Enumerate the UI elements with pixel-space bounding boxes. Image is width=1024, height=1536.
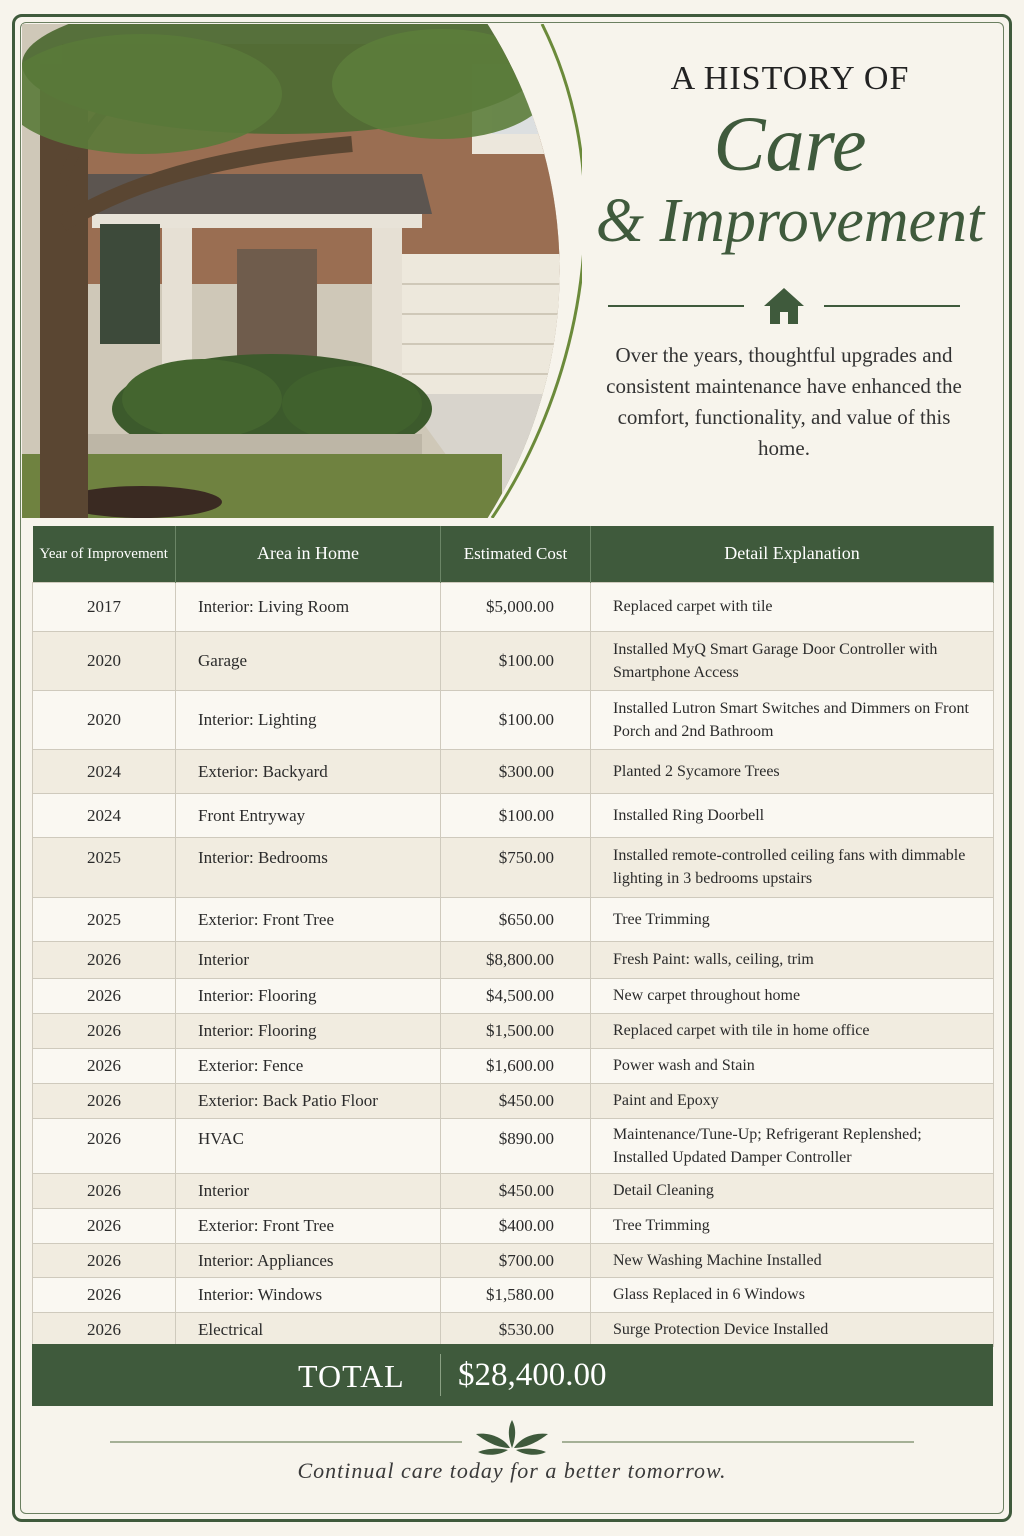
- table-row: [33, 941, 994, 978]
- cost-cell: $4,500.00: [441, 978, 591, 1013]
- total-bar: [32, 1344, 993, 1406]
- area-cell: Interior: Flooring: [176, 1013, 441, 1048]
- cost-cell: $1,580.00: [441, 1277, 591, 1312]
- col-cost-header: Estimated Cost: [441, 526, 591, 582]
- detail-cell: Surge Protection Device Installed: [591, 1312, 994, 1346]
- cost-cell: $450.00: [441, 1173, 591, 1208]
- table-row: [33, 1013, 994, 1048]
- year-cell: 2026: [33, 1013, 176, 1048]
- year-cell: 2026: [33, 1173, 176, 1208]
- cost-cell: $890.00: [441, 1118, 591, 1173]
- total-label: TOTAL: [298, 1358, 405, 1394]
- leaf-sprig-icon: [476, 1420, 548, 1455]
- area-cell: Exterior: Front Tree: [176, 1208, 441, 1243]
- year-cell: 2026: [33, 978, 176, 1013]
- intro-paragraph: Over the years, thoughtful upgrades and consistent maintenance have enhanced the comfort, functionality, and value of this home.: [606, 343, 962, 460]
- detail-cell: Glass Replaced in 6 Windows: [591, 1277, 994, 1312]
- year-cell: 2026: [33, 1277, 176, 1312]
- area-cell: Exterior: Back Patio Floor: [176, 1083, 441, 1118]
- detail-cell: New carpet throughout home: [591, 978, 994, 1013]
- year-cell: 2025: [33, 897, 176, 941]
- table-row: [33, 1243, 994, 1277]
- cost-cell: $700.00: [441, 1243, 591, 1277]
- area-cell: Exterior: Backyard: [176, 749, 441, 793]
- cost-cell: $650.00: [441, 897, 591, 941]
- area-cell: Interior: Lighting: [176, 690, 441, 749]
- table-row: [33, 1312, 994, 1346]
- year-cell: 2026: [33, 1083, 176, 1118]
- detail-cell: Tree Trimming: [591, 897, 994, 941]
- area-cell: Exterior: Front Tree: [176, 897, 441, 941]
- title-divider: [608, 286, 960, 326]
- year-cell: 2026: [33, 941, 176, 978]
- cost-cell: $5,000.00: [441, 582, 591, 631]
- detail-cell: Planted 2 Sycamore Trees: [591, 749, 994, 793]
- cost-cell: $1,500.00: [441, 1013, 591, 1048]
- cost-cell: $400.00: [441, 1208, 591, 1243]
- cost-cell: $100.00: [441, 631, 591, 690]
- year-cell: 2024: [33, 749, 176, 793]
- detail-cell: Installed Ring Doorbell: [591, 793, 994, 837]
- table-row: [33, 1173, 994, 1208]
- col-area-header: Area in Home: [176, 526, 441, 582]
- year-cell: 2020: [33, 690, 176, 749]
- table-row: [33, 837, 994, 897]
- cost-cell: $530.00: [441, 1312, 591, 1346]
- table-row: [33, 1118, 994, 1173]
- detail-cell: New Washing Machine Installed: [591, 1243, 994, 1277]
- title-line-3: & Improvement: [595, 187, 985, 255]
- title-block: [590, 60, 990, 256]
- table-row: [33, 631, 994, 690]
- table-row: [33, 582, 994, 631]
- area-cell: Electrical: [176, 1312, 441, 1346]
- footer-tagline: Continual care today for a better tomorrow.: [297, 1458, 727, 1483]
- area-cell: Interior: [176, 941, 441, 978]
- area-cell: Interior: Appliances: [176, 1243, 441, 1277]
- col-year-header: Year of Improvement: [33, 526, 176, 582]
- cost-cell: $8,800.00: [441, 941, 591, 978]
- title-line-2: Care: [713, 100, 867, 187]
- year-cell: 2026: [33, 1312, 176, 1346]
- table-header-row: [33, 526, 994, 582]
- area-cell: Interior: Windows: [176, 1277, 441, 1312]
- year-cell: 2024: [33, 793, 176, 837]
- year-cell: 2026: [33, 1208, 176, 1243]
- year-cell: 2026: [33, 1118, 176, 1173]
- area-cell: Interior: Living Room: [176, 582, 441, 631]
- improvements-table: [32, 526, 994, 1347]
- table-row: [33, 897, 994, 941]
- year-cell: 2017: [33, 582, 176, 631]
- area-cell: Exterior: Fence: [176, 1048, 441, 1083]
- area-cell: Garage: [176, 631, 441, 690]
- detail-cell: Installed remote-controlled ceiling fans with dimmable lighting in 3 bedrooms upstairs: [591, 837, 994, 897]
- year-cell: 2025: [33, 837, 176, 897]
- table-row: [33, 1048, 994, 1083]
- area-cell: Interior: [176, 1173, 441, 1208]
- area-cell: Interior: Bedrooms: [176, 837, 441, 897]
- year-cell: 2026: [33, 1048, 176, 1083]
- total-separator: [440, 1354, 441, 1396]
- col-detail-header: Detail Explanation: [591, 526, 994, 582]
- year-cell: 2020: [33, 631, 176, 690]
- table-row: [33, 1083, 994, 1118]
- detail-cell: Paint and Epoxy: [591, 1083, 994, 1118]
- table-row: [33, 690, 994, 749]
- cost-cell: $750.00: [441, 837, 591, 897]
- table-row: [33, 978, 994, 1013]
- detail-cell: Maintenance/Tune-Up; Refrigerant Replenshed; Installed Updated Damper Controller: [591, 1118, 994, 1173]
- cost-cell: $300.00: [441, 749, 591, 793]
- table-row: [33, 1277, 994, 1312]
- detail-cell: Replaced carpet with tile: [591, 582, 994, 631]
- cost-cell: $100.00: [441, 793, 591, 837]
- table-row: [33, 793, 994, 837]
- title-line-1: A HISTORY OF: [670, 60, 910, 97]
- detail-cell: Installed MyQ Smart Garage Door Controller with Smartphone Access: [591, 631, 994, 690]
- table-row: [33, 749, 994, 793]
- year-cell: 2026: [33, 1243, 176, 1277]
- area-cell: HVAC: [176, 1118, 441, 1173]
- cost-cell: $1,600.00: [441, 1048, 591, 1083]
- table-row: [33, 1208, 994, 1243]
- detail-cell: Tree Trimming: [591, 1208, 994, 1243]
- area-cell: Interior: Flooring: [176, 978, 441, 1013]
- detail-cell: Installed Lutron Smart Switches and Dimmers on Front Porch and 2nd Bathroom: [591, 690, 994, 749]
- detail-cell: Replaced carpet with tile in home office: [591, 1013, 994, 1048]
- detail-cell: Detail Cleaning: [591, 1173, 994, 1208]
- house-photo: [22, 24, 582, 518]
- house-icon: [764, 288, 804, 324]
- detail-cell: Power wash and Stain: [591, 1048, 994, 1083]
- area-cell: Front Entryway: [176, 793, 441, 837]
- detail-cell: Fresh Paint: walls, ceiling, trim: [591, 941, 994, 978]
- total-value: $28,400.00: [458, 1357, 607, 1393]
- cost-cell: $100.00: [441, 690, 591, 749]
- cost-cell: $450.00: [441, 1083, 591, 1118]
